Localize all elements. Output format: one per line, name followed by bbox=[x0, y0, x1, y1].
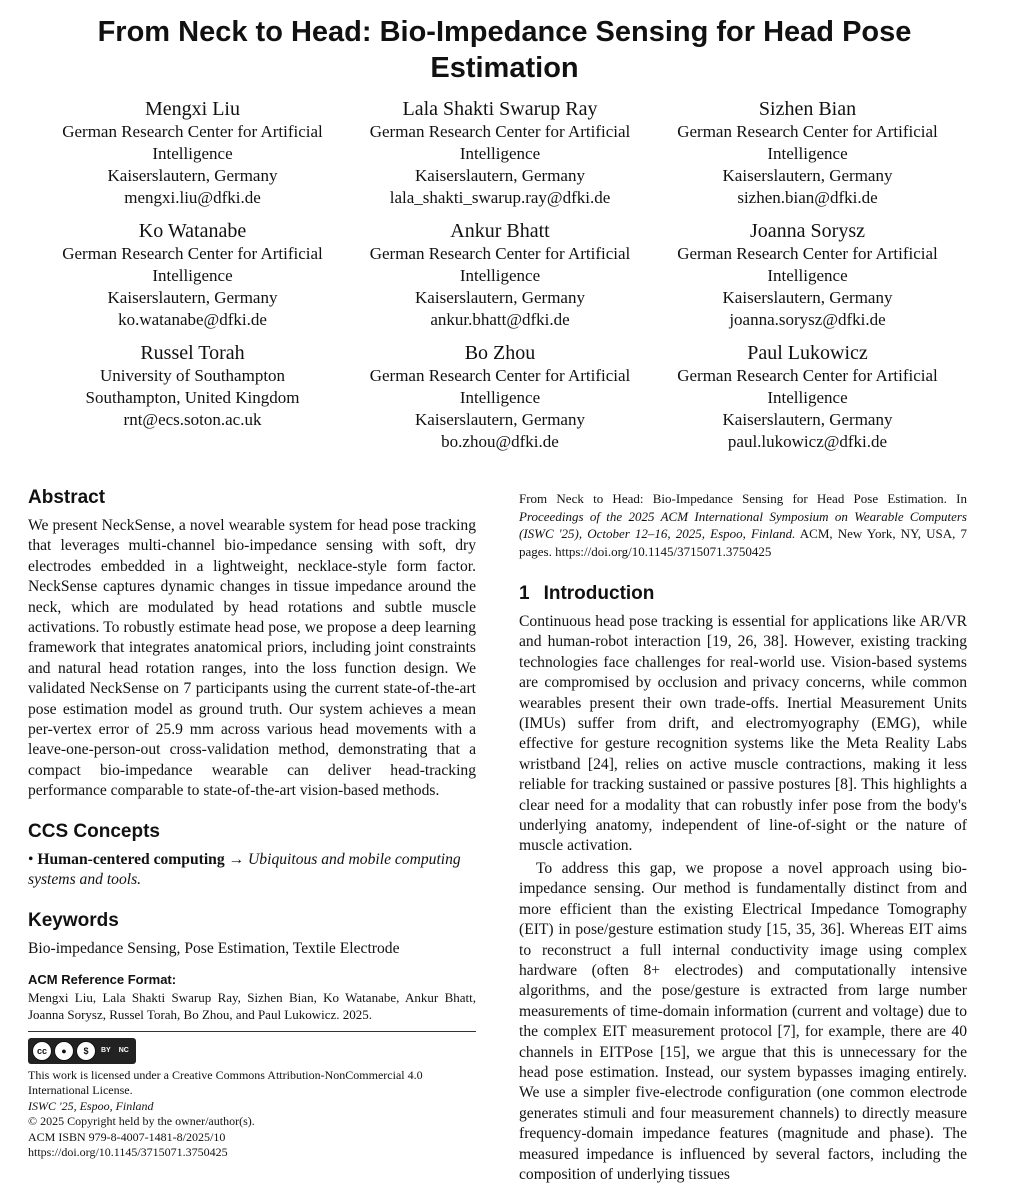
author bbox=[40, 342, 345, 453]
author-name: Mengxi Liu bbox=[145, 98, 240, 120]
author-email[interactable]: paul.lukowicz@dfki.de bbox=[727, 432, 888, 451]
author bbox=[40, 98, 345, 209]
author-email[interactable]: rnt@ecs.soton.ac.uk bbox=[123, 410, 262, 429]
author-affiliation: German Research Center for Artificial bbox=[62, 244, 323, 263]
author-email[interactable]: mengxi.liu@dfki.de bbox=[124, 188, 261, 207]
author bbox=[348, 220, 653, 331]
citation-details: ACM, New York, NY, USA, 7 pages. https://doi.org/10.1145/3715071.3750425 bbox=[519, 526, 967, 559]
keywords-text: Bio-impedance Sensing, Pose Estimation, Textile Electrode bbox=[28, 939, 400, 957]
intro-paragraph-1: Continuous head pose tracking is essential for applications like AR/VR and human-robot interaction [19, 26, 38]. However, existing tracking technologies face challenges for real-world use. Vision-based systems are compromised by occlusion and privacy concerns, while common wearables present their own trade-offs. Inertial Measurement Units (IMUs) suffer from drift, and electromyography (EMG), while effective for gesture recognition systems like the Meta Reality Labs wristband [24], relies on active muscle contractions, making it less reliable for tracking sustained or passive postures [8]. This highlights a clear need for a modality that can robustly infer pose from the body's underlying anatomy, independent of line-of-sight or the nature of muscle activation. bbox=[519, 613, 967, 855]
author-affiliation: German Research Center for Artificial bbox=[62, 122, 323, 141]
keywords-heading: Keywords bbox=[28, 909, 119, 931]
author-location: Kaiserslautern, Germany bbox=[722, 288, 893, 307]
author-location: Kaiserslautern, Germany bbox=[415, 410, 585, 429]
license-text: This work is licensed under a Creative Commons Attribution-NonCommercial 4.0 International License. bbox=[28, 1067, 423, 1098]
acm-reference-heading: ACM Reference Format: bbox=[28, 971, 177, 987]
author-block bbox=[40, 98, 960, 464]
author-email[interactable]: ankur.bhatt@dfki.de bbox=[430, 310, 570, 329]
author-affiliation: Intelligence bbox=[459, 144, 541, 163]
intro-paragraph-2: To address this gap, we propose a novel approach using bio-impedance sensing. Our method is fundamentally distinct from and more efficient than the existing Electrical Impedance Tomography (EIT) in pose/gesture estimation study [15, 35, 36]. Whereas EIT aims to reconstruct a full internal conductivity image using complex hardware (often 8+ electrodes) and computationally intensive algorithms, and the pose/gesture is extracted from large number measurements of time-domain information (current and voltage) due to the complex EIT measurement protocol [7], for example, there are 40 channels in EITPose [15], we argue that this is unnecessary for the head pose estimation. Instead, our system bypasses imaging entirely. We use a simpler five-electrode configuration (one common electrode generates stimuli and four measurement channels) to directly measure frequency-domain impedance features (magnitude and phase). The measured impedance is influenced by several factors, including the composition of underlying tissues bbox=[519, 859, 967, 1183]
ccs-italic: Ubiquitous and mobile computing systems and tools. bbox=[28, 850, 461, 889]
author-name: Ankur Bhatt bbox=[450, 220, 550, 242]
author-location: Kaiserslautern, Germany bbox=[107, 288, 278, 307]
author-name: Bo Zhou bbox=[464, 342, 536, 364]
ccs-bullet: • bbox=[28, 850, 34, 868]
author-email[interactable]: lala_shakti_swarup.ray@dfki.de bbox=[389, 188, 611, 207]
author-affiliation: German Research Center for Artificial bbox=[677, 122, 938, 141]
license-isbn: ACM ISBN 979-8-4007-1481-8/2025/10 bbox=[28, 1129, 226, 1144]
section-title: Introduction bbox=[543, 583, 655, 604]
abstract-heading: Abstract bbox=[28, 487, 106, 508]
attribution-icon: ● bbox=[54, 1041, 74, 1061]
citation-text: From Neck to Head: Bio-Impedance Sensing for Head Pose Estimation. In bbox=[519, 491, 967, 506]
author-email[interactable]: sizhen.bian@dfki.de bbox=[737, 188, 878, 207]
author-location: Kaiserslautern, Germany bbox=[722, 166, 893, 185]
author-email[interactable]: joanna.sorysz@dfki.de bbox=[729, 310, 886, 329]
ccs-concepts bbox=[28, 850, 476, 891]
author bbox=[40, 220, 345, 331]
author-name: Russel Torah bbox=[140, 342, 245, 364]
author-row bbox=[40, 220, 960, 331]
author bbox=[655, 342, 960, 453]
author-row bbox=[40, 342, 960, 453]
left-column bbox=[28, 486, 476, 1161]
right-column bbox=[519, 490, 967, 1185]
author-row bbox=[40, 98, 960, 209]
author-affiliation: German Research Center for Artificial bbox=[369, 366, 631, 385]
author-location: Kaiserslautern, Germany bbox=[722, 410, 893, 429]
author-affiliation: Intelligence bbox=[767, 266, 848, 285]
author-affiliation: German Research Center for Artificial bbox=[677, 366, 938, 385]
ccs-heading: CCS Concepts bbox=[28, 820, 160, 842]
author-affiliation: Intelligence bbox=[459, 388, 541, 407]
author-affiliation: Intelligence bbox=[767, 388, 848, 407]
acm-reference bbox=[28, 971, 476, 1023]
author-affiliation: Intelligence bbox=[459, 266, 541, 285]
author-name: Paul Lukowicz bbox=[747, 342, 868, 364]
author bbox=[348, 342, 653, 453]
license-venue: ISWC '25, Espoo, Finland bbox=[28, 1098, 154, 1113]
section-heading-introduction bbox=[519, 582, 967, 606]
license-copyright: © 2025 Copyright held by the owner/author(s). bbox=[28, 1114, 255, 1129]
author-name: Sizhen Bian bbox=[758, 98, 857, 120]
abstract-text: We present NeckSense, a novel wearable system for head pose tracking that leverages multi-channel bio-impedance sensing with soft, dry electrodes embedded in a lightweight, necklace-style form factor. NeckSense captures dynamic changes in tissue impedance around the neck, which are modulated by head rotations and subtle muscle activations. To robustly estimate head pose, we propose a deep learning framework that integrates anatomical priors, including joint constraints and natural head rotation ranges, into the loss function design. We validated NeckSense on 7 participants using the current state-of-the-art pose estimation model as ground truth. Our system achieves a mean per-vertex error of 25.9 mm across various head movements with a leave-one-person-out cross-validation method, demonstrating that a compact bio-impedance wearable can deliver head-tracking performance comparable to state-of-the-art vision-based methods. bbox=[28, 517, 476, 800]
cc-license-badge[interactable] bbox=[28, 1038, 136, 1064]
author-email[interactable]: bo.zhou@dfki.de bbox=[441, 432, 559, 451]
section-number: 1 bbox=[519, 583, 530, 604]
author-email[interactable]: ko.watanabe@dfki.de bbox=[118, 310, 267, 329]
author-affiliation: Intelligence bbox=[767, 144, 848, 163]
cc-icon: cc bbox=[32, 1041, 52, 1061]
author-name: Joanna Sorysz bbox=[750, 220, 865, 242]
author-affiliation: German Research Center for Artificial bbox=[369, 122, 631, 141]
author-location: Kaiserslautern, Germany bbox=[415, 166, 585, 185]
author bbox=[655, 220, 960, 331]
by-label: BY bbox=[101, 1047, 111, 1055]
citation-venue: Proceedings of the 2025 ACM International Symposium on Wearable Computers (ISWC '25), October 12–16, 2025, Espoo, Finland. bbox=[519, 508, 967, 541]
footnote-divider bbox=[28, 1031, 476, 1032]
author-name: Ko Watanabe bbox=[138, 220, 247, 242]
author-location: Kaiserslautern, Germany bbox=[415, 288, 585, 307]
paper-title: From Neck to Head: Bio-Impedance Sensing for Head Pose Estimation bbox=[97, 16, 912, 84]
author-affiliation: German Research Center for Artificial bbox=[677, 244, 938, 263]
author-location: Southampton, United Kingdom bbox=[85, 388, 300, 407]
nc-label: NC bbox=[118, 1047, 129, 1055]
author bbox=[655, 98, 960, 209]
author-affiliation: German Research Center for Artificial bbox=[369, 244, 631, 263]
ccs-bold: Human-centered computing bbox=[37, 850, 225, 868]
author-affiliation: Intelligence bbox=[152, 266, 233, 285]
noncommercial-icon: $ bbox=[76, 1041, 96, 1061]
ccs-arrow: → bbox=[228, 850, 245, 868]
author-affiliation: Intelligence bbox=[152, 144, 233, 163]
author-name: Lala Shakti Swarup Ray bbox=[402, 98, 598, 120]
author bbox=[348, 98, 653, 209]
acm-reference-text: Mengxi Liu, Lala Shakti Swarup Ray, Sizhen Bian, Ko Watanabe, Ankur Bhatt, Joanna Sorysz, Russel Torah, Bo Zhou, and Paul Lukowicz. 2025. bbox=[28, 989, 476, 1022]
acm-reference-continuation bbox=[519, 490, 967, 560]
author-location: Kaiserslautern, Germany bbox=[107, 166, 278, 185]
license-doi[interactable]: https://doi.org/10.1145/3715071.3750425 bbox=[28, 1145, 228, 1160]
author-affiliation: University of Southampton bbox=[99, 366, 286, 385]
